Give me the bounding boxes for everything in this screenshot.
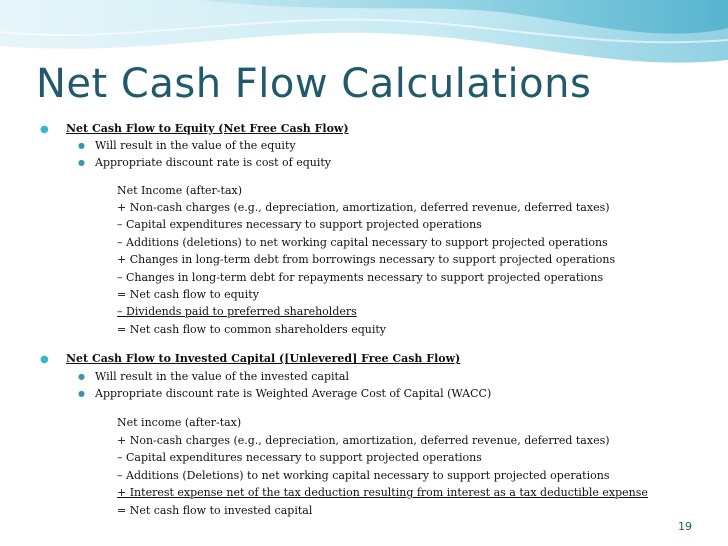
bullet-text: Will result in the value of the equity [95,139,296,152]
page-number: 19 [678,520,692,533]
calc-line: – Additions (deletions) to net working capital necessary to support projected operations [117,236,608,249]
calc-line: – Additions (Deletions) to net working capital necessary to support projected operations [117,469,610,482]
calc-line: Net Income (after-tax) [117,184,243,197]
slide-title: Net Cash Flow Calculations [36,61,592,107]
sub-bullet-icon: ● [78,158,85,167]
calc-line: = Net cash flow to equity [117,288,259,301]
calc-line: + Interest expense net of the tax deduction resulting from interest as a tax deductible expense [117,486,648,499]
calc-line: Net income (after-tax) [117,416,242,429]
bullet-text: Appropriate discount rate is cost of equity [95,156,332,169]
calc-line: = Net cash flow to common shareholders equity [117,323,386,336]
calc-line: – Changes in long-term debt for repayments necessary to support projected operations [117,271,604,284]
bullet-text: Appropriate discount rate is Weighted Average Cost of Capital (WACC) [95,387,492,400]
calc-line: + Non-cash charges (e.g., depreciation, amortization, deferred revenue, deferred taxes) [117,434,610,447]
calc-line: = Net cash flow to invested capital [117,504,313,517]
section-heading: Net Cash Flow to Invested Capital ([Unlevered] Free Cash Flow) [66,352,461,365]
calc-line: + Non-cash charges (e.g., depreciation, amortization, deferred revenue, deferred taxes) [117,201,610,214]
calc-line: – Capital expenditures necessary to support projected operations [117,218,482,231]
section-bullet-icon: ● [40,354,49,365]
sub-bullet-icon: ● [78,389,85,398]
calc-line: – Capital expenditures necessary to support projected operations [117,451,482,464]
sub-bullet-icon: ● [78,141,85,150]
bullet-text: Will result in the value of the invested capital [95,370,350,383]
sub-bullet-icon: ● [78,372,85,381]
calc-line: + Changes in long-term debt from borrowings necessary to support projected operations [117,253,616,266]
calc-line: – Dividends paid to preferred shareholders [117,305,357,318]
section-bullet-icon: ● [40,124,49,135]
section-heading: Net Cash Flow to Equity (Net Free Cash Flow) [66,122,349,135]
